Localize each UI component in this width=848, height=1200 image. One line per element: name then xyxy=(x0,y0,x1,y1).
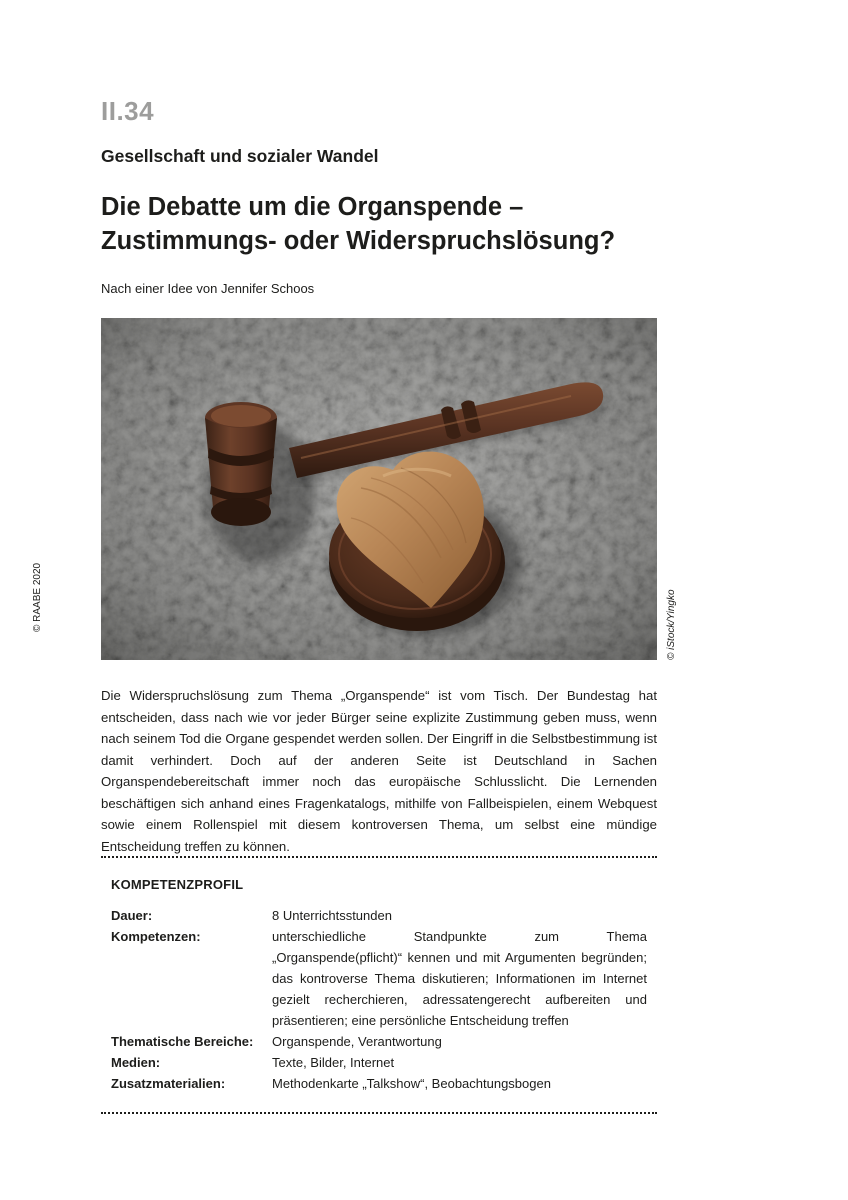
gavel-head xyxy=(205,402,277,526)
kp-label: Kompetenzen: xyxy=(111,929,201,944)
divider-top xyxy=(101,856,657,858)
kompetenzprofil-heading: KOMPETENZPROFIL xyxy=(111,877,244,892)
gavel-heart-illustration xyxy=(101,318,657,660)
kp-row-kompetenzen xyxy=(111,926,647,1031)
divider-bottom xyxy=(101,1112,657,1114)
kp-row-dauer xyxy=(111,905,647,926)
copyright-raabe: © RAABE 2020 xyxy=(32,562,43,632)
kp-value: 8 Unterrichtsstunden xyxy=(272,908,392,923)
photo-credit: © iStock/Yingko xyxy=(666,589,677,660)
kp-value: Organspende, Verantwortung xyxy=(272,1034,442,1049)
title-line-1: Die Debatte um die Organspende – xyxy=(101,193,524,221)
page-title xyxy=(101,190,701,258)
intro-paragraph: Die Widerspruchslösung zum Thema „Organspende“ ist vom Tisch. Der Bundestag hat entscheiden, dass nach wie vor jeder Bürger seine explizite Zustimmung geben muss, wenn nach seinem Tod die Organe gespendet werden sollen. Der Eingriff in die Selbstbestimmung ist damit verhindert. Doch auf der anderen Seite ist Deutschland in Sachen Organspendebereitschaft immer noch das europäische Schlusslicht. Die Lernenden beschäftigen sich anhand eines Fragenkatalogs, mithilfe von Fallbeispielen, einem Webquest sowie einem Rollenspiel mit diesem kontroversen Thema, um selbst eine mündige Entscheidung treffen zu können. xyxy=(101,688,657,854)
kp-row-zusatzmaterialien xyxy=(111,1073,647,1094)
category-heading: Gesellschaft und sozialer Wandel xyxy=(101,146,379,166)
kp-label: Thematische Bereiche: xyxy=(111,1034,254,1049)
gavel-heart-photo xyxy=(101,318,657,660)
kp-row-medien xyxy=(111,1052,647,1073)
kp-row-thematische-bereiche xyxy=(111,1031,647,1052)
kompetenzprofil-table xyxy=(111,905,647,1094)
author-credit: Nach einer Idee von Jennifer Schoos xyxy=(101,281,315,296)
kp-label: Medien: xyxy=(111,1055,161,1070)
section-code: II.34 xyxy=(101,96,155,126)
title-line-2: Zustimmungs- oder Widerspruchslösung? xyxy=(101,227,616,255)
kp-value: Methodenkarte „Talkshow“, Beobachtungsbogen xyxy=(272,1076,551,1091)
kp-value: Texte, Bilder, Internet xyxy=(272,1055,395,1070)
kp-label: Dauer: xyxy=(111,908,153,923)
kp-value: unterschiedliche Standpunkte zum Thema „Organspende(pflicht)“ kennen und mit Argumenten begründen; das kontroverse Thema diskutieren; Informationen im Internet gezielt recherchieren, adressatengerecht aufbereiten und präsentieren; eine persönliche Entscheidung treffen xyxy=(272,929,647,1028)
kp-label: Zusatzmaterialien: xyxy=(111,1076,226,1091)
